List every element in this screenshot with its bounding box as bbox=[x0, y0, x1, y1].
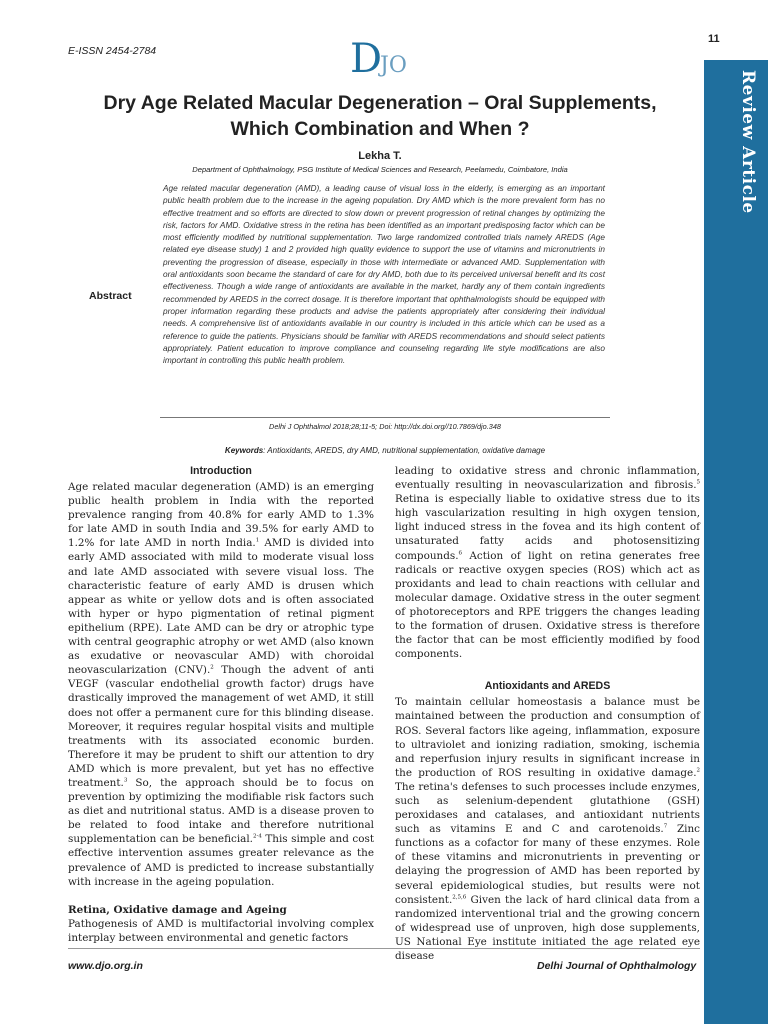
abstract-divider bbox=[160, 417, 610, 418]
citation-line: Delhi J Ophthalmol 2018;28;11-5; Doi: http://dx.doi.org//10.7869/djo.348 bbox=[269, 422, 501, 431]
reference-marker: 1 bbox=[255, 537, 260, 544]
article-type-label: Review Article bbox=[738, 70, 758, 214]
reference-marker: 2 bbox=[696, 767, 700, 774]
abstract-text: Age related macular degeneration (AMD), a leading cause of visual loss in the elderly, is emerging as an important public health problem due to the increase in the ageing population. Dry AMD which is the more prevalent form has no effective treatment and so efforts are directed to slow down or prevent progression of retinal changes by optimizing the risk, factors for AMD. Oxidative stress in the retina has been identified as an important predisposing factor which can be most efficiently modified by nutritional supplementation. Two large randomized controlled trials namely AREDS (Age related eye disease study) 1 and 2 provided high quality evidence to support the use of vitamins and micronutrients in preventing the progression of disease, especially in those with intermediate or advanced AMD. Supplementation with oral antioxidants soon became the standard of care for dry AMD, both due to its perceived universal benefit and its cost effectiveness. Though a wide range of antioxidants are available in the market, hardly any of them contain ingredients recommended by AREDS in the correct dosage. It is therefore important that ophthalmologists should be equipped with proper information regarding these products and advise the patients appropriately after considering their individual needs. A comprehensive list of antioxidants available in our country is included in this article which can be used as a reference to guide the patients. Physicians should be familiar with AREDS recommendations and should select patients appropriately. Patient education to improve compliance and counseling regarding life style modifications are also important in controlling this public health problem. bbox=[163, 183, 605, 366]
issn-label: E-ISSN 2454-2784 bbox=[68, 45, 157, 57]
article-title bbox=[60, 90, 700, 142]
keywords-label: Keywords bbox=[224, 446, 264, 455]
footer-divider bbox=[68, 948, 700, 949]
footer-journal-name: Delhi Journal of Ophthalmology bbox=[537, 960, 697, 972]
author-name: Lekha T. bbox=[358, 150, 402, 162]
logo-mark bbox=[350, 34, 420, 78]
author-affiliation: Department of Ophthalmology, PSG Institute of Medical Sciences and Research, Peelamedu, Coimbatore, India bbox=[192, 165, 568, 174]
introduction-paragraph: Age related macular degeneration (AMD) is an emerging public health problem in India with the reported prevalence ranging from 40.8% for early AMD to 1.3% for late AMD in south India and 39.5% for early AMD to 1.2% for late AMD in north India.$^1$ AMD is divided into early AMD associated with mild to moderate visual loss and late AMD associated with severe visual loss. The characteristic feature of early AMD is drusen which appear as white or yellow dots and is often associated with hyper or hypo pigmentation of retinal pigment epithelium (RPE). Late AMD can be dry or atrophic type with central geographic atrophy or wet AMD (also known as exudative or neovascular AMD) with choroidal neovascularization (CNV).$^2$ Though the advent of anti VEGF (vascular endothelial growth factor) drugs have drastically improved the management of wet AMD, it still does not offer a permanent cure for this blinding disease. Moreover, it requires regular hospital visits and multiple treatments with its associated economic burden. Therefore it may be prudent to shift our attention to dry AMD which is more prevalent, but yet has no effective treatment.$^3$ So, the approach should be to focus on prevention by optimizing the modifiable risk factors such as diet and nutritional status. AMD is a disease proven to be related to food intake and therefore nutritional supplementation can be beneficial.$^{2-4}$ This simple and cost effective intervention assumes greater relevance as the prevalence of AMD is predicted to increase substantially with increase in the ageing population. bbox=[68, 481, 374, 888]
article-type-sidebar bbox=[704, 60, 768, 1024]
reference-marker: 3 bbox=[123, 777, 128, 784]
antioxidants-paragraph: To maintain cellular homeostasis a balance must be maintained between the production and consumption of ROS. Several factors like ageing, inflammation, exposure to ultraviolet and ionizing radiation, smoking, ischemia and reperfusion injury results in significant increase in the production of ROS resulting in oxidative damage.$^2$ The retina's defenses to such processes include enzymes, such as selenium-dependent glutathione (GSH) peroxidases and catalases, and antioxidant nutrients such as vitamins E and C and carotenoids.$^7$ Zinc functions as a cofactor for many of these enzymes. Role of these vitamins and micronutrients in preventing or delaying the progression of AMD has been reported by several epidemiological studies, but results were not consistent.$^{2,5,6}$ Given the lack of hard clinical data from a randomized interventional trial and the growing concern of widespread use of unproven, high dose supplements, US National Eye institute initiated the age related eye disease bbox=[395, 696, 700, 962]
journal-logo bbox=[350, 34, 420, 82]
page-number: 11 bbox=[708, 33, 720, 45]
abstract-label: Abstract bbox=[89, 290, 132, 302]
reference-marker: 6 bbox=[458, 550, 463, 557]
reference-marker: 2-4 bbox=[252, 833, 262, 840]
logo-letters-jo: JO bbox=[380, 53, 407, 78]
left-column bbox=[68, 464, 374, 945]
title-line-2: Which Combination and When ? bbox=[230, 118, 530, 140]
retina-oxidative-heading: Retina, Oxidative damage and Ageing bbox=[68, 903, 287, 916]
footer-website-link[interactable]: www.djo.org.in bbox=[68, 960, 143, 972]
title-line-1: Dry Age Related Macular Degeneration – Oral Supplements, bbox=[103, 92, 657, 114]
antioxidants-heading: Antioxidants and AREDS bbox=[484, 680, 611, 693]
reference-marker: 2 bbox=[210, 664, 214, 671]
reference-marker: 7 bbox=[663, 823, 668, 830]
logo-letter-d: D bbox=[350, 36, 383, 78]
reference-marker: 5 bbox=[696, 479, 700, 486]
keywords-text: : Antioxidants, AREDS, dry AMD, nutritional supplementation, oxidative damage bbox=[263, 446, 546, 455]
right-column bbox=[395, 464, 700, 963]
retina-continued-paragraph: leading to oxidative stress and chronic inflammation, eventually resulting in neovascularization and fibrosis.$^5$ Retina is especially liable to oxidative stress due to its high vascularization resulting in high oxygen tension, light induced stress in the fovea and its high content of unsaturated fatty acids and photosensitizing compounds.$^6$ Action of light on retina generates free radicals or reactive oxygen species (ROS) which act as proxidants and lead to chain reactions with cellular and molecular damage. Oxidative stress in the outer segment of photoreceptors and RPE triggers the changes leading to the formation of drusen. Oxidative stress is therefore the factor that can be most efficiently modified by food components. bbox=[395, 465, 700, 661]
keywords-line bbox=[160, 446, 610, 455]
introduction-heading: Introduction bbox=[190, 465, 252, 477]
retina-oxidative-paragraph: Pathogenesis of AMD is multifactorial involving complex interplay between environmental and genetic factors bbox=[68, 917, 374, 944]
reference-marker: 2,5,6 bbox=[452, 894, 467, 901]
